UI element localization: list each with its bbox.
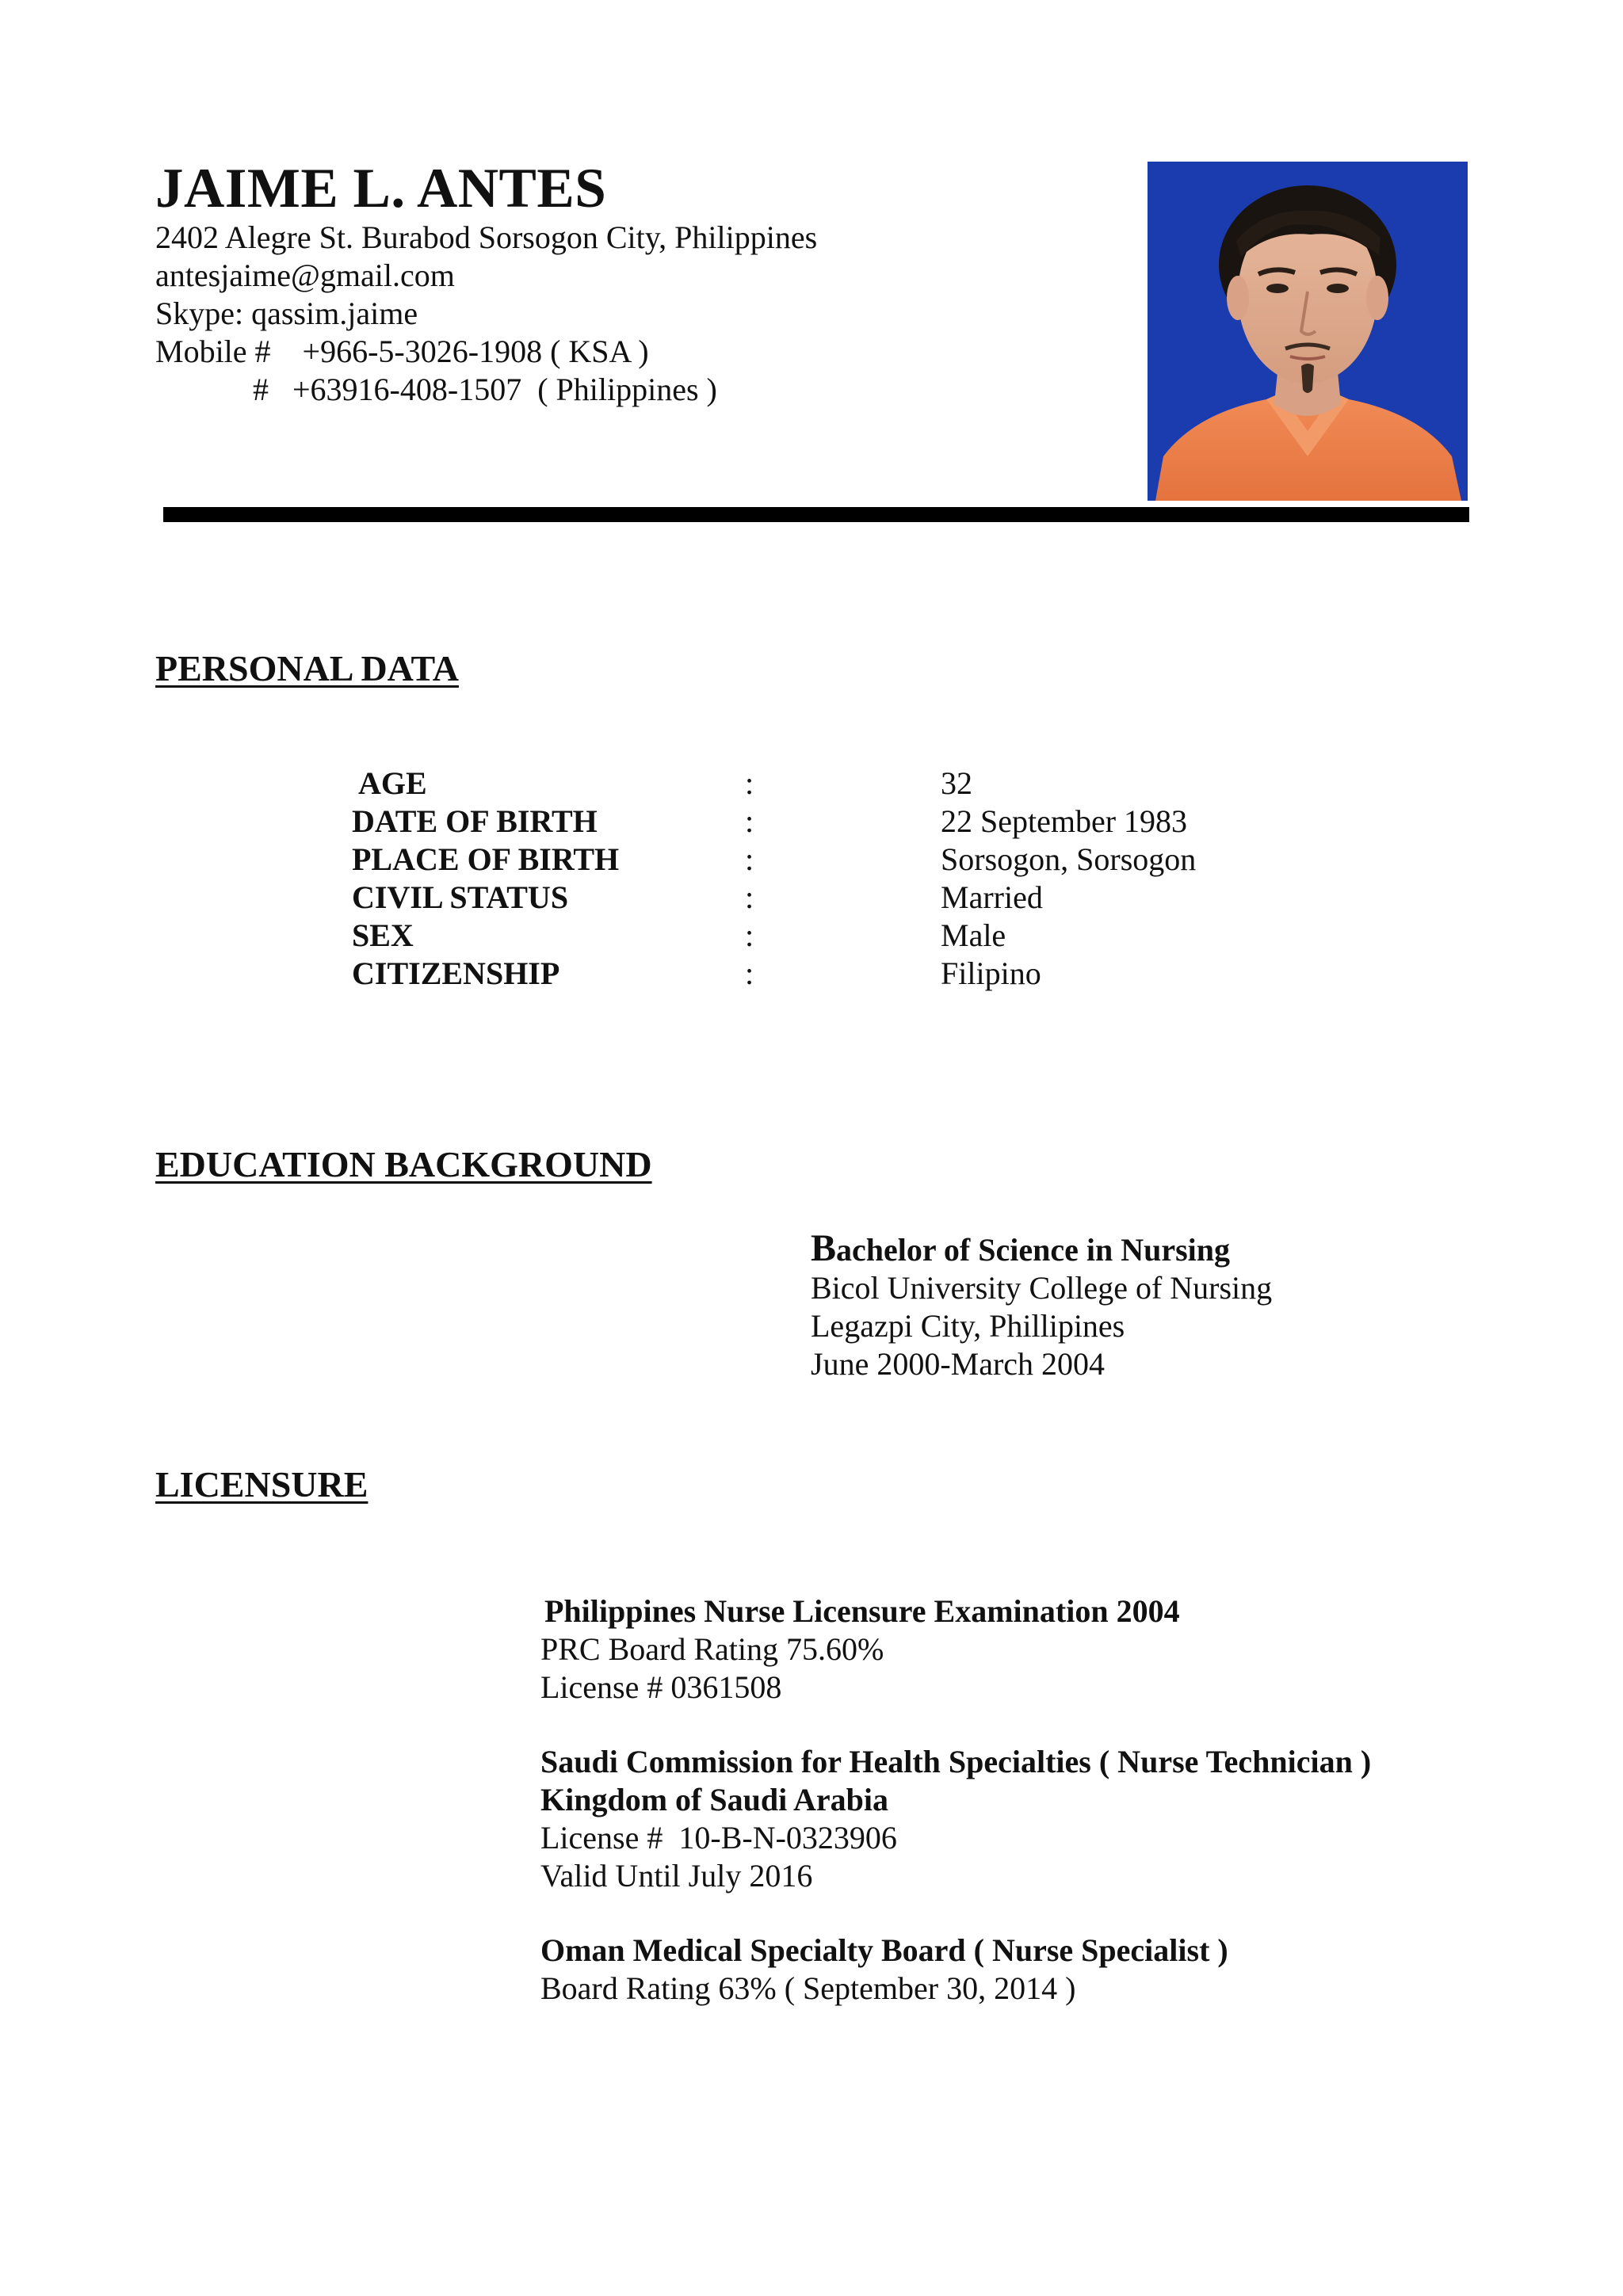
skype: Skype: qassim.jaime bbox=[155, 296, 418, 331]
row-label: AGE bbox=[358, 765, 427, 801]
degree-initial: B bbox=[811, 1227, 837, 1269]
row-label: PLACE OF BIRTH bbox=[352, 841, 620, 877]
license-oman bbox=[540, 1932, 1228, 2008]
attendance-dates: June 2000-March 2004 bbox=[811, 1346, 1106, 1382]
profile-photo bbox=[1148, 162, 1468, 501]
license-number: License # 10-B-N-0323906 bbox=[540, 1820, 897, 1855]
section-heading-licensure: LICENSURE bbox=[155, 1464, 369, 1505]
school-name: Bicol University College of Nursing bbox=[811, 1270, 1273, 1306]
row-label: CIVIL STATUS bbox=[352, 879, 569, 915]
license-number: License # 0361508 bbox=[540, 1669, 782, 1705]
profile-photo-image bbox=[1148, 162, 1468, 501]
license-saudi bbox=[540, 1743, 1371, 1895]
license-validity: Valid Until July 2016 bbox=[540, 1858, 813, 1894]
row-colon: : bbox=[745, 955, 754, 991]
personal-data-row bbox=[0, 879, 1623, 917]
row-label: CITIZENSHIP bbox=[352, 955, 560, 991]
personal-data-row bbox=[0, 917, 1623, 955]
email: antesjaime@gmail.com bbox=[155, 257, 455, 293]
row-label: DATE OF BIRTH bbox=[352, 803, 598, 839]
row-colon: : bbox=[745, 917, 754, 953]
row-colon: : bbox=[745, 803, 754, 839]
row-value: 22 September 1983 bbox=[941, 803, 1188, 839]
header-divider bbox=[163, 507, 1469, 522]
row-value: Male bbox=[941, 917, 1006, 953]
degree-title bbox=[811, 1227, 1272, 1269]
personal-data-row bbox=[0, 765, 1623, 803]
row-value: Married bbox=[941, 879, 1043, 915]
license-rating: Board Rating 63% ( September 30, 2014 ) bbox=[540, 1970, 1076, 2006]
row-colon: : bbox=[745, 841, 754, 877]
license-country: Kingdom of Saudi Arabia bbox=[540, 1782, 889, 1817]
row-label: SEX bbox=[352, 917, 414, 953]
education-entry bbox=[811, 1227, 1273, 1383]
mobile-primary: Mobile # +966-5-3026-1908 ( KSA ) bbox=[155, 334, 649, 369]
school-location: Legazpi City, Phillipines bbox=[811, 1308, 1125, 1344]
contact-block bbox=[155, 219, 817, 409]
row-value: Filipino bbox=[941, 955, 1041, 991]
license-ph bbox=[540, 1592, 1180, 1707]
degree-rest: achelor of Science in Nursing bbox=[836, 1232, 1231, 1268]
address: 2402 Alegre St. Burabod Sorsogon City, Philippines bbox=[155, 219, 818, 255]
personal-data-row bbox=[0, 803, 1623, 841]
personal-data-row bbox=[0, 841, 1623, 879]
row-colon: : bbox=[745, 765, 754, 801]
license-rating: PRC Board Rating 75.60% bbox=[540, 1631, 884, 1667]
section-heading-education: EDUCATION BACKGROUND bbox=[155, 1144, 652, 1184]
row-colon: : bbox=[745, 879, 754, 915]
license-title: Oman Medical Specialty Board ( Nurse Specialist ) bbox=[540, 1932, 1228, 1968]
personal-data-row bbox=[0, 955, 1623, 993]
row-value: Sorsogon, Sorsogon bbox=[941, 841, 1197, 877]
section-heading-personal-data: PERSONAL DATA bbox=[155, 648, 459, 688]
resume-name: JAIME L. ANTES bbox=[155, 158, 607, 219]
mobile-secondary: # +63916-408-1507 ( Philippines ) bbox=[253, 372, 717, 407]
license-title: Saudi Commission for Health Specialties ( Nurse Technician ) bbox=[540, 1744, 1372, 1779]
row-value: 32 bbox=[941, 765, 972, 801]
license-title: Philippines Nurse Licensure Examination 2004 bbox=[544, 1593, 1180, 1629]
